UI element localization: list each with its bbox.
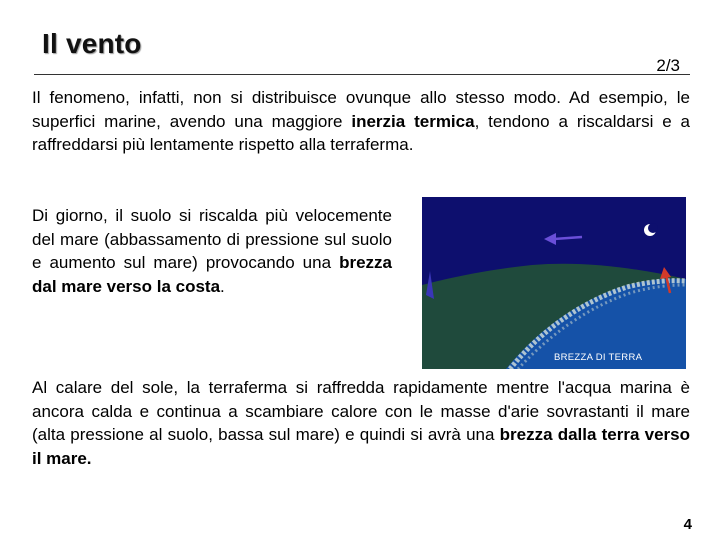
p3-text-start: Al calare del sole, la terraferma si raffredda rapidamente mentre l'acqua marina è ancora calda e continua a scambiare calore con le masse d'arie sovrastanti il mare (alta pressione al suolo, bassa sul mare) e quindi si avrà una [32,378,690,444]
figure-caption: BREZZA DI TERRA [554,352,643,363]
p2-bold-term: brezza dal mare verso la costa [32,253,392,296]
land-breeze-illustration [422,197,686,369]
paragraph-sea-breeze [32,204,392,298]
paragraph-land-breeze [32,376,690,470]
p2-text-end: . [220,276,225,296]
p1-text-end: , tendono a riscaldarsi e a raffreddarsi più lentamente rispetto alla terraferma. [32,111,690,154]
title-divider [34,74,690,75]
paragraph-thermal-inertia [32,86,690,157]
p3-bold-term: brezza dalla terra verso il mare. [32,425,690,468]
p2-text-start: Di giorno, il suolo si riscalda più velocemente del mare (abbassamento di pressione sul suolo e aumento sul mare) provocando una [32,206,392,272]
p1-bold-term: inerzia termica [351,111,475,131]
section-counter: 2/3 [656,56,680,75]
land-breeze-figure [422,197,686,369]
p1-text-start: Il fenomeno, infatti, non si distribuisce ovunque allo stesso modo. Ad esempio, le superfici marine, avendo una maggiore [32,88,690,131]
slide-title: Il vento [42,28,142,59]
page-number: 4 [683,516,692,533]
